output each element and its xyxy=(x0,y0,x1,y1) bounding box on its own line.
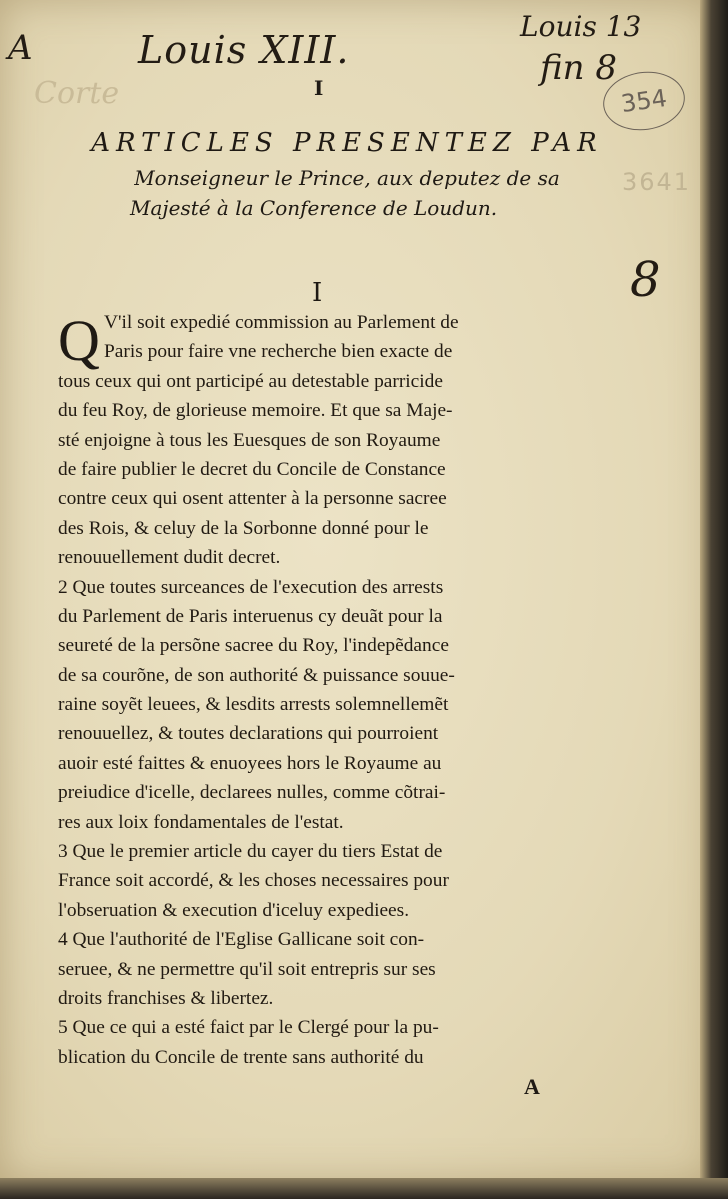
text-line: 2 Que toutes surceances de l'execution des arrests xyxy=(58,576,444,598)
handwritten-louis-xiii: Louis XIII. xyxy=(138,28,350,72)
handwritten-note-top-right-2: fin 8 xyxy=(540,48,618,88)
title-line-1: ARTICLES PRESENTEZ PAR xyxy=(91,128,603,158)
text-line: 5 Que ce qui a esté faict par le Clergé pour la pu- xyxy=(58,1017,439,1039)
text-line: V'il soit expedié commission au Parlement de xyxy=(104,312,459,333)
page-edge-shadow xyxy=(700,0,728,1199)
text-line: des Rois, & celuy de la Sorbonne donné pour le xyxy=(58,517,429,539)
text-line: renouuellez, & toutes declarations qui pourroient xyxy=(58,723,439,745)
text-line: du Parlement de Paris interuenus cy deuãt pour la xyxy=(58,605,443,627)
text-line: de sa courõne, de son authorité & puissance souue- xyxy=(58,664,455,686)
handwritten-note-top-right: Louis 13 xyxy=(520,10,642,43)
handwritten-mark-top-left: A xyxy=(8,28,33,68)
drop-cap: Q xyxy=(58,308,100,373)
page-bottom-shadow xyxy=(0,1178,728,1199)
faded-handwriting: Corte xyxy=(34,76,120,111)
text-line: 3 Que le premier article du cayer du tiers Estat de xyxy=(58,841,443,863)
text-line: seruee, & ne permettre qu'il soit entrepris sur ses xyxy=(58,958,436,980)
signature-mark: A xyxy=(524,1074,540,1099)
text-line: raine soyẽt leuees, & lesdits arrests solemnellemẽt xyxy=(58,694,449,716)
text-line: tous ceux qui ont participé au detestable parricide xyxy=(58,370,443,392)
text-line: l'obseruation & execution d'iceluy expediees. xyxy=(58,899,410,921)
text-line: blication du Concile de trente sans authorité du xyxy=(58,1046,424,1068)
library-stamp: 354 xyxy=(599,67,688,136)
body-text xyxy=(58,308,628,1072)
title-line-2: Monseigneur le Prince, aux deputez de sa xyxy=(134,166,560,190)
margin-handwritten-mark: 8 xyxy=(630,252,661,308)
text-line: renouuellement dudit decret. xyxy=(58,547,281,569)
section-numeral: I xyxy=(312,278,323,308)
faint-catalog-number: 3641 xyxy=(622,168,692,196)
title-line-3: Majesté à la Conference de Loudun. xyxy=(130,196,498,220)
text-line: de faire publier le decret du Concile de Constance xyxy=(58,458,446,480)
text-line: res aux loix fondamentales de l'estat. xyxy=(58,811,344,833)
text-line: sté enjoigne à tous les Euesques de son Royaume xyxy=(58,429,441,451)
text-line: seureté de la persõne sacree du Roy, l'indepẽdance xyxy=(58,635,449,657)
document-title xyxy=(52,128,642,220)
text-line: 4 Que l'authorité de l'Eglise Gallicane soit con- xyxy=(58,929,425,951)
text-line: du feu Roy, de glorieuse memoire. Et que sa Maje- xyxy=(58,400,453,422)
text-line: droits franchises & libertez. xyxy=(58,987,274,1009)
text-line: Paris pour faire vne recherche bien exacte de xyxy=(104,341,453,363)
text-line: preiudice d'icelle, declarees nulles, comme cõtrai- xyxy=(58,782,446,804)
text-line: auoir esté faittes & enuoyees hors le Royaume au xyxy=(58,752,442,774)
text-line: contre ceux qui osent attenter à la personne sacree xyxy=(58,488,447,510)
text-line: France soit accordé, & les choses necessaires pour xyxy=(58,870,449,892)
page-number: I xyxy=(314,76,324,100)
